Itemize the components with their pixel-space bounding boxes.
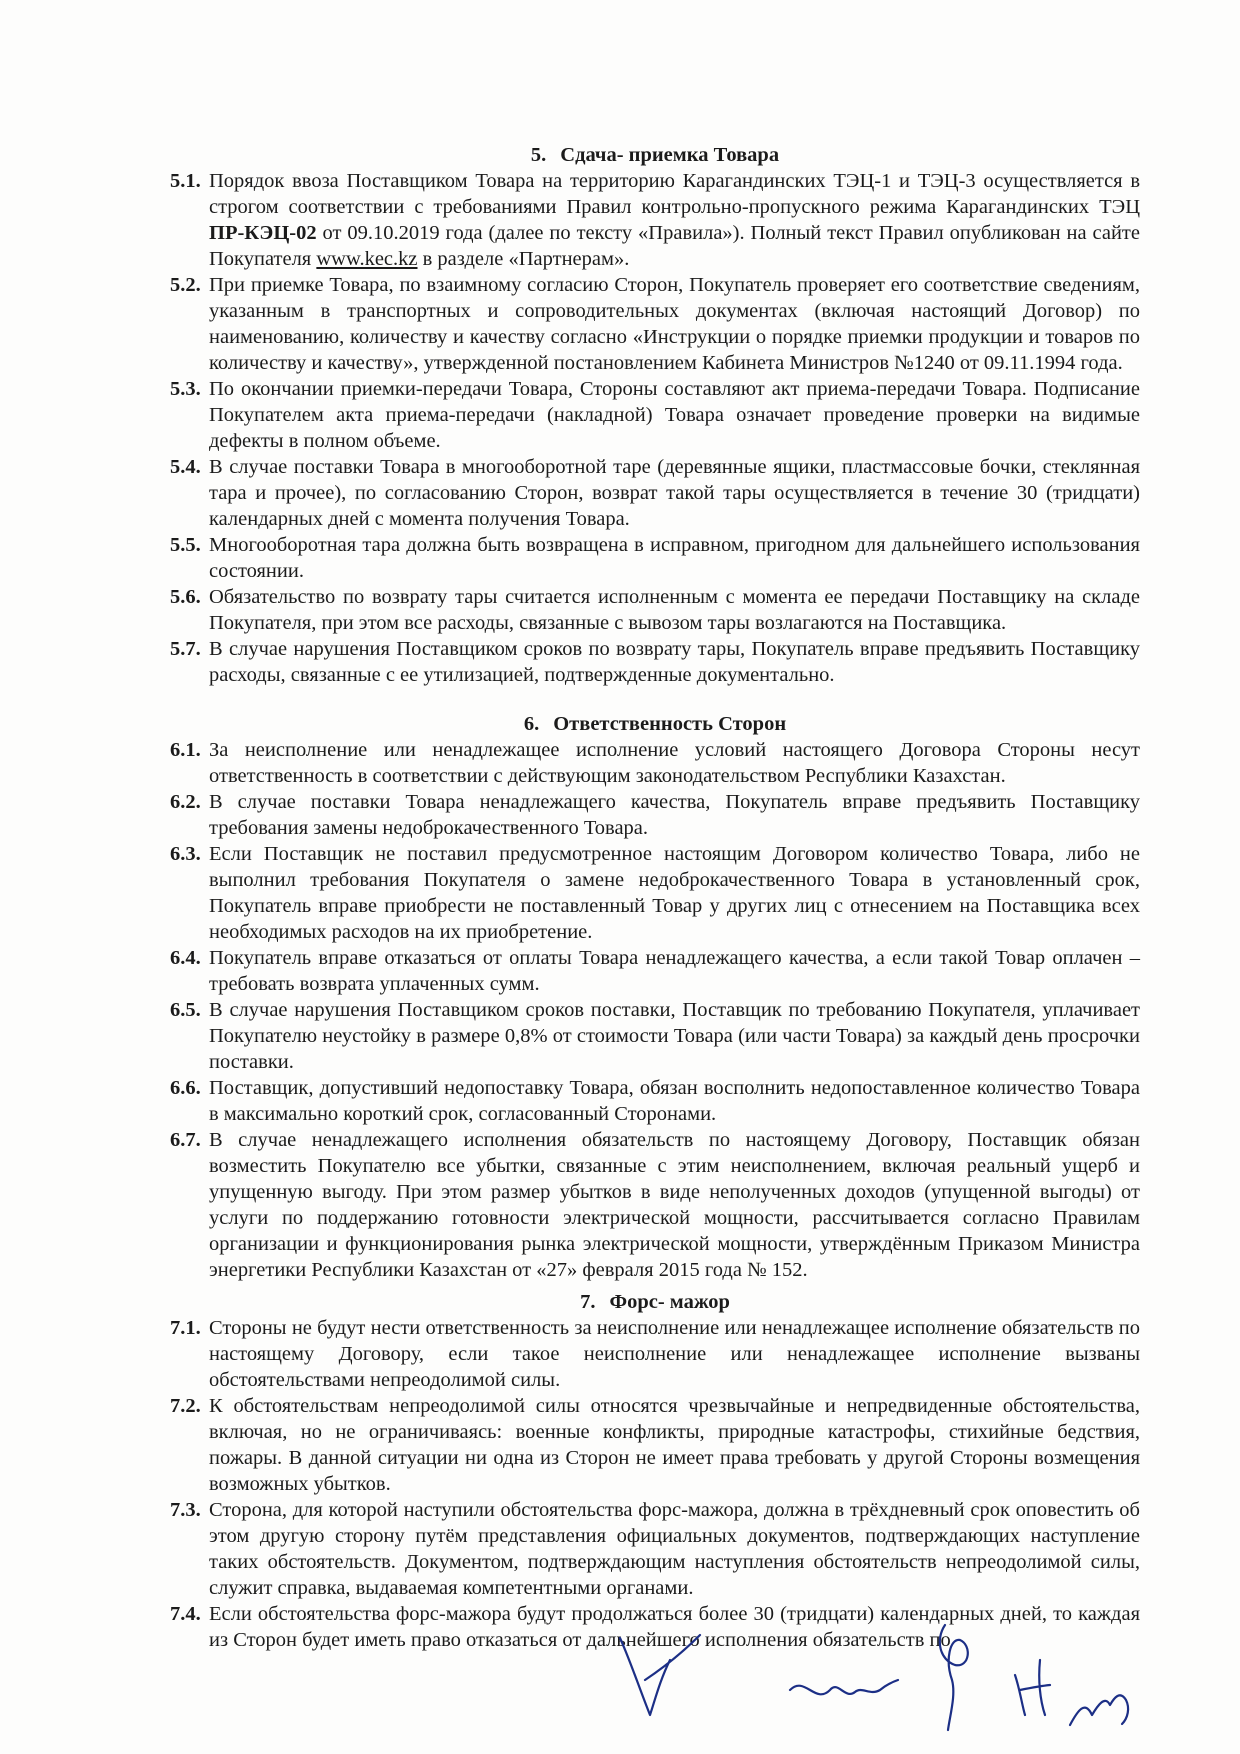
clause — [170, 584, 1140, 636]
text-run: Поставщик, допустивший недопоставку Товара, обязан восполнить недопоставленное количество Товара в максимально короткий срок, согласованный Сторонами. — [209, 1077, 1140, 1125]
text-run: За неисполнение или ненадлежащее исполнение условий настоящего Договора Стороны несут ответственность в соответствии с действующим законодательством Республики Казахстан. — [209, 739, 1140, 787]
document-code: ПР-КЭЦ-02 — [209, 222, 317, 244]
section-title — [170, 142, 1140, 168]
text-run: Стороны не будут нести ответственность за неисполнение или ненадлежащее исполнение обязательств по настоящему Договору, если такое неисполнение или ненадлежащее исполнение вызваны обстоятельствами непреодолимой силы. — [209, 1317, 1140, 1391]
clause-number: 7.2. — [170, 1395, 201, 1417]
signature-4 — [1015, 1660, 1050, 1715]
clause-number: 5.4. — [170, 456, 201, 478]
signature-2 — [790, 1680, 898, 1694]
signature-5 — [1070, 1695, 1128, 1725]
text-run: Обязательство по возврату тары считается исполненным с момента ее передачи Поставщику на складе Покупателя, при этом все расходы, связанные с вывозом тары возлагаются на Поставщика. — [209, 586, 1140, 634]
text-run: В случае поставки Товара ненадлежащего качества, Покупатель вправе предъявить Поставщику требования замены недоброкачественного Товара. — [209, 791, 1140, 839]
text-run: Если обстоятельства форс-мажора будут продолжаться более 30 (тридцати) календарных дней, то каждая из Сторон будет иметь право отказаться от дальнейшего исполнения обязательств по — [209, 1603, 1140, 1651]
clause-text — [209, 532, 1140, 584]
clause-text — [209, 168, 1140, 272]
text-run: Если Поставщик не поставил предусмотренное настоящим Договором количество Товара, либо не выполнил требования Покупателя о замене недоброкачественного Товара в установленный срок, Покупатель вправе приобрести не поставленный Товар у других лиц с отнесением на Поставщика всех необходимых расходов на их приобретение. — [209, 843, 1140, 943]
signature-1 — [620, 1635, 700, 1715]
clause — [170, 1315, 1140, 1393]
clause-text — [209, 584, 1140, 636]
clause-number: 6.2. — [170, 791, 201, 813]
text-run: Покупатель вправе отказаться от оплаты Товара ненадлежащего качества, а если такой Товар оплачен – требовать возврата уплаченных сумм. — [209, 947, 1140, 995]
clause-number: 7.1. — [170, 1317, 201, 1339]
website-link[interactable]: www.kec.kz — [316, 248, 418, 270]
clause-text — [209, 376, 1140, 454]
clause — [170, 789, 1140, 841]
clause-number: 6.7. — [170, 1129, 201, 1151]
section-title-text: Ответственность Сторон — [553, 713, 787, 735]
clause-number: 6.5. — [170, 999, 201, 1021]
clause-number: 7.4. — [170, 1603, 201, 1625]
clause-text — [209, 1393, 1140, 1497]
clause-text — [209, 1075, 1140, 1127]
clause-text — [209, 737, 1140, 789]
clause-text — [209, 841, 1140, 945]
clause — [170, 1393, 1140, 1497]
clause-number: 6.1. — [170, 739, 201, 761]
section-7 — [170, 1289, 1140, 1653]
text-run: К обстоятельствам непреодолимой силы относятся чрезвычайные и непредвиденные обстоятельства, включая, но не ограничиваясь: военные конфликты, природные катастрофы, стихийные бедствия, пожары. В данной ситуации ни одна из Сторон не имеет права требовать у другой Стороны возмещения возможных убытков. — [209, 1395, 1140, 1495]
text-run: Сторона, для которой наступили обстоятельства форс-мажора, должна в трёхдневный срок оповестить об этом другую сторону путём представления официальных документов, подтверждающих наступление таких обстоятельств. Документом, подтверждающим наступления обстоятельств непреодолимой силы, служит справка, выдаваемая компетентными органами. — [209, 1499, 1140, 1599]
section-title-text: Сдача- приемка Товара — [560, 144, 780, 166]
section-number: 7. — [580, 1291, 596, 1313]
section-5 — [170, 142, 1140, 688]
clause-text — [209, 1127, 1140, 1283]
section-6 — [170, 711, 1140, 1283]
signatures — [600, 1620, 1160, 1740]
clause-text — [209, 1315, 1140, 1393]
clause — [170, 1497, 1140, 1601]
clause — [170, 945, 1140, 997]
clause-text — [209, 454, 1140, 532]
clause-number: 5.6. — [170, 586, 201, 608]
clause — [170, 997, 1140, 1075]
clause-number: 5.3. — [170, 378, 201, 400]
signature-3 — [940, 1625, 968, 1730]
clause-number: 6.3. — [170, 843, 201, 865]
text-run: В случае ненадлежащего исполнения обязательств по настоящему Договору, Поставщик обязан возместить Покупателю все убытки, связанные с этим неисполнением, включая реальный ущерб и упущенную выгоду. При этом размер убытков в виде неполученных доходов (упущенной выгоды) от услуги по поддержанию готовности электрической мощности, рассчитывается согласно Правилам организации и функционирования рынка электрической мощности, утверждённым Приказом Министра энергетики Республики Казахстан от «27» февраля 2015 года № 152. — [209, 1129, 1140, 1281]
clause — [170, 636, 1140, 688]
clause-number: 6.6. — [170, 1077, 201, 1099]
clause-number: 5.5. — [170, 534, 201, 556]
text-run: В случае нарушения Поставщиком сроков по возврату тары, Покупатель вправе предъявить Поставщику расходы, связанные с ее утилизацией, подтвержденные документально. — [209, 638, 1140, 686]
clause — [170, 737, 1140, 789]
text-run: Многооборотная тара должна быть возвращена в исправном, пригодном для дальнейшего использования состоянии. — [209, 534, 1140, 582]
clause — [170, 376, 1140, 454]
clause — [170, 1075, 1140, 1127]
section-title — [170, 711, 1140, 737]
text-run: В случае нарушения Поставщиком сроков поставки, Поставщик по требованию Покупателя, уплачивает Покупателю неустойку в размере 0,8% от стоимости Товара (или части Товара) за каждый день просрочки поставки. — [209, 999, 1140, 1073]
text-run: При приемке Товара, по взаимному согласию Сторон, Покупатель проверяет его соответствие сведениям, указанным в транспортных и сопроводительных документах (включая настоящий Договор) по наименованию, количеству и качеству согласно «Инструкции о порядке приемки продукции и товаров по количеству и качеству», утвержденной постановлением Кабинета Министров №1240 от 09.11.1994 года. — [209, 274, 1140, 374]
clause-number: 6.4. — [170, 947, 201, 969]
clause — [170, 841, 1140, 945]
section-number: 6. — [523, 713, 540, 735]
clause-number: 7.3. — [170, 1499, 201, 1521]
clause-text — [209, 636, 1140, 688]
clause — [170, 1127, 1140, 1283]
section-number: 5. — [530, 144, 547, 166]
clause — [170, 454, 1140, 532]
clause — [170, 272, 1140, 376]
clause-text — [209, 1497, 1140, 1601]
clause-number: 5.7. — [170, 638, 201, 660]
text-run: По окончании приемки-передачи Товара, Стороны составляют акт приема-передачи Товара. Подписание Покупателем акта приема-передачи (накладной) Товара означает проведение проверки на видимые дефекты в полном объеме. — [209, 378, 1140, 452]
clause — [170, 532, 1140, 584]
clause — [170, 168, 1140, 272]
clause-number: 5.2. — [170, 274, 201, 296]
text-run: Порядок ввоза Поставщиком Товара на территорию Карагандинских ТЭЦ-1 и ТЭЦ-3 осуществляется в строгом соответствии с требованиями Правил контрольно-пропускного режима Карагандинских ТЭЦ — [209, 170, 1140, 218]
section-title-text: Форс- мажор — [609, 1291, 730, 1313]
text-run: В случае поставки Товара в многооборотной таре (деревянные ящики, пластмассовые бочки, стеклянная тара и прочее), по согласованию Сторон, возврат такой тары осуществляется в течение 30 (тридцати) календарных дней с момента получения Товара. — [209, 456, 1140, 530]
clause-text — [209, 997, 1140, 1075]
text-run: от 09.10.2019 года (далее по тексту «Правила»). Полный текст Правил опубликован на сайте Покупателя — [209, 222, 1140, 270]
clause-number: 5.1. — [170, 170, 201, 192]
clause-text — [209, 272, 1140, 376]
section-title — [170, 1289, 1140, 1315]
clause-text — [209, 789, 1140, 841]
clause-text — [209, 945, 1140, 997]
text-run: в разделе «Партнерам». — [417, 248, 630, 270]
handwritten-signatures — [600, 1620, 1160, 1740]
